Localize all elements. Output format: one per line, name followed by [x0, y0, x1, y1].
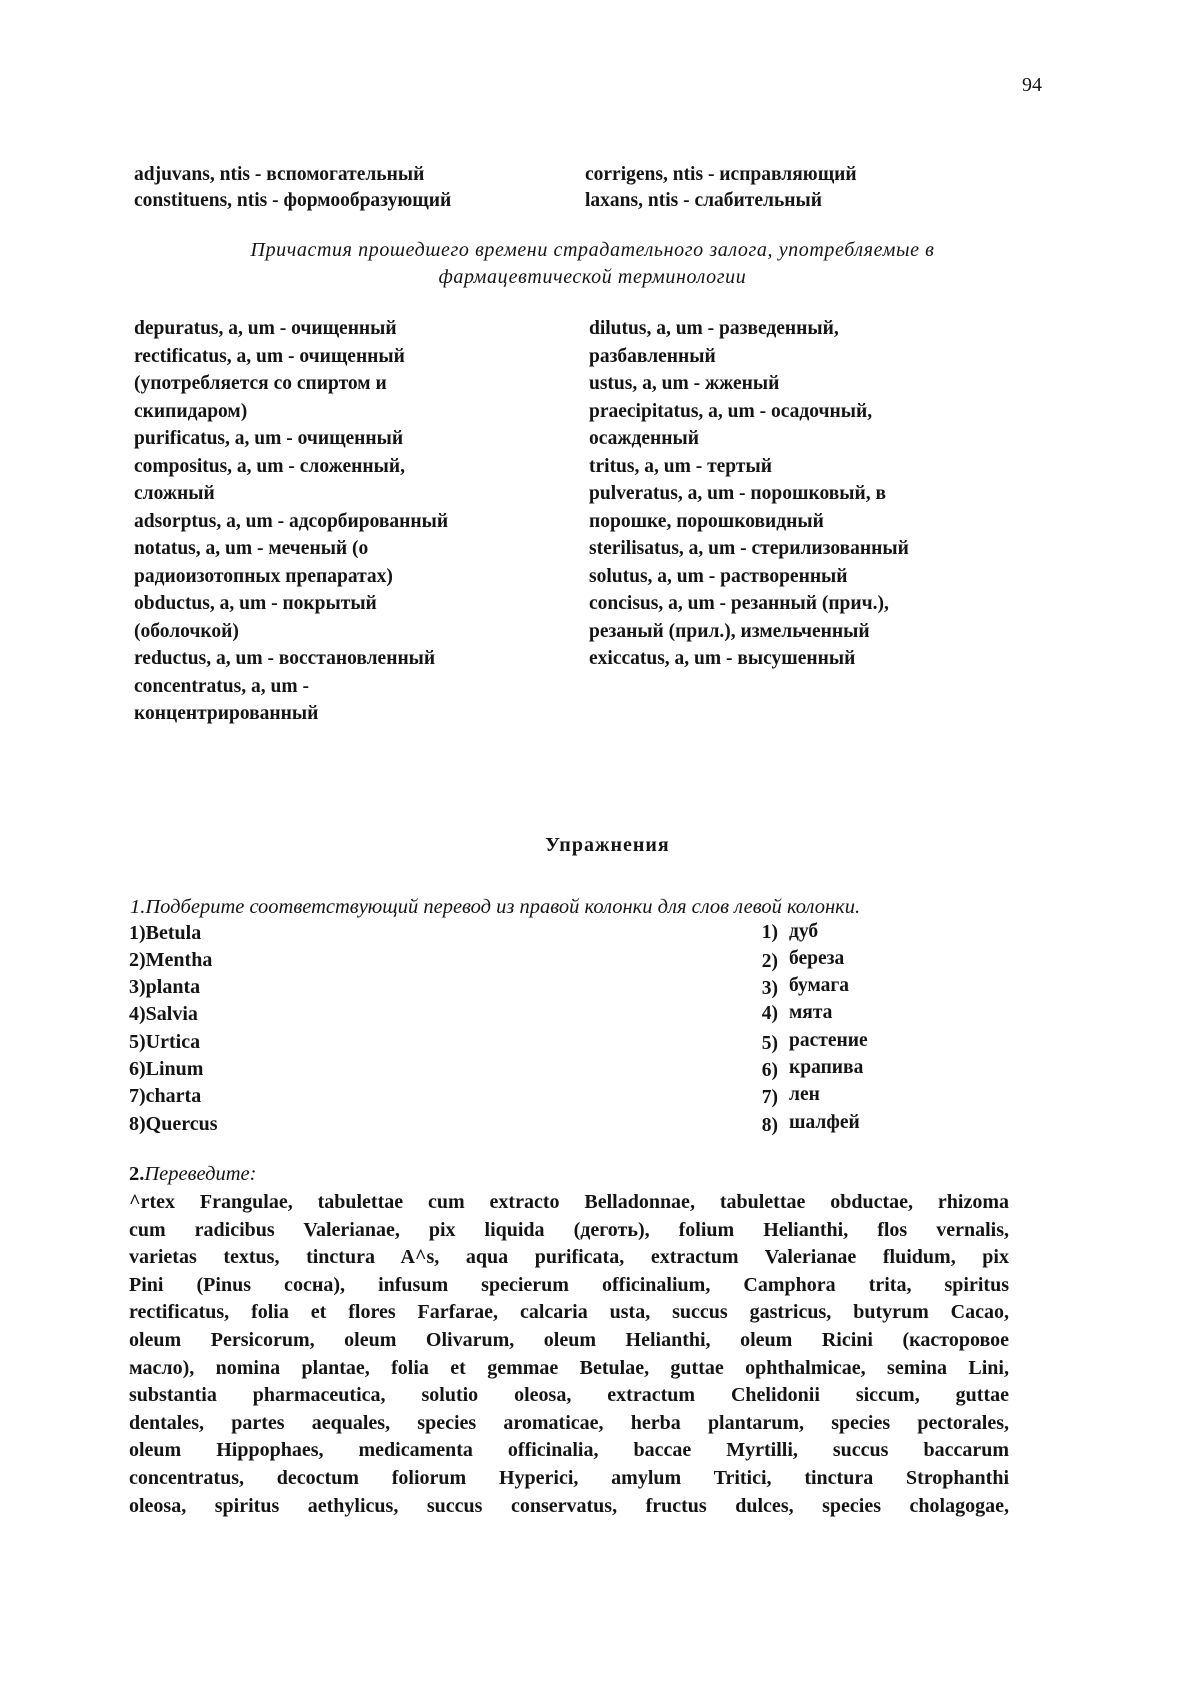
participle-line: радиоизотопных препаратах) [134, 565, 393, 587]
task1-number: 4) [761, 1003, 778, 1024]
task1-russian-item: дуб [789, 921, 819, 942]
task1-latin-item: 7)charta [129, 1085, 202, 1107]
participle-line: tritus, a, um - тертый [589, 455, 772, 477]
task1-russian-item: лен [789, 1084, 820, 1105]
participle-line: порошке, порошковидный [589, 510, 824, 532]
task1-number: 6) [761, 1060, 778, 1081]
task1-russian-item: крапива [789, 1057, 864, 1078]
participles-heading-line1: Причастия прошедшего времени страдательного залога, употребляемые в [250, 239, 935, 261]
participle-line: скипидаром) [134, 400, 248, 422]
task1-number: 5) [761, 1033, 778, 1054]
participle-line: exiccatus, a, um - высушенный [589, 648, 856, 669]
task1-instruction: 1.Подберите соответствующий перевод из правой колонки для слов левой колонки. [130, 896, 861, 918]
participle-line: notatus, a, um - меченый (о [134, 538, 369, 559]
participle-line: (употребляется со спиртом и [134, 373, 387, 394]
term-adjuvans: adjuvans, ntis - вспомогательный [134, 164, 425, 185]
task2-line: масло), nomina plantae, folia et gemmae Betulae, guttae ophthalmicae, semina Lini, [129, 1356, 1009, 1379]
participle-line: depuratus, a, um - очищенный [134, 318, 397, 339]
term-constituens: constituens, ntis - формообразующий [134, 190, 452, 211]
task1-russian-item: шалфей [789, 1112, 860, 1133]
task1-russian-item: мята [789, 1002, 833, 1023]
term-corrigens: corrigens, ntis - исправляющий [585, 164, 857, 185]
task1-latin-item: 1)Betula [129, 922, 202, 944]
participles-heading-line2: фармацевтической терминологии [438, 266, 747, 288]
participle-line: concisus, a, um - резанный (прич.), [589, 593, 889, 614]
task2-line: cum radicibus Valerianae, pix liquida (деготь), folium Helianthi, flos vernalis, [129, 1218, 1009, 1241]
participles-left-column [134, 315, 448, 728]
exercises-heading: Упражнения [545, 834, 670, 856]
task2-line: oleum Persicorum, oleum Olivarum, oleum Helianthi, oleum Ricini (касторовое [129, 1328, 1009, 1351]
participle-line: concentratus, a, um - [134, 675, 309, 697]
task1-russian-item: бумага [789, 975, 850, 996]
task1-number: 7) [761, 1087, 778, 1108]
task1-latin-item: 5)Urtica [129, 1031, 201, 1053]
task2-heading [129, 1163, 256, 1186]
task1-number: 2) [761, 951, 778, 972]
task2-line: dentales, partes aequales, species aromaticae, herba plantarum, species pectorales, [129, 1411, 1009, 1434]
task2-line: oleosa, spiritus aethylicus, succus conservatus, fructus dulces, species cholagogae, [129, 1494, 1009, 1517]
task1-number: 1) [761, 922, 778, 943]
task2-line: Pini (Pinus сосна), infusum specierum officinalium, Camphora trita, spiritus [129, 1273, 1009, 1296]
participle-line: (оболочкой) [134, 620, 239, 642]
task1-russian-item: береза [789, 948, 845, 969]
task1-russian-item: растение [789, 1030, 868, 1051]
task1-latin-item: 4)Salvia [129, 1003, 198, 1025]
task2-line: rectificatus, folia et flores Farfarae, calcaria usta, succus gastricus, butyrum Cacao, [129, 1301, 1009, 1324]
task1-latin-item: 8)Quercus [129, 1113, 218, 1135]
participle-line: rectificatus, a, um - очищенный [134, 345, 405, 367]
participle-line: compositus, a, um - сложенный, [134, 455, 405, 477]
task1-latin-item: 2)Mentha [129, 949, 213, 971]
task2-line: substantia pharmaceutica, solutio oleosa, extractum Chelidonii siccum, guttae [129, 1384, 1009, 1407]
participle-line: ustus, a, um - жженый [589, 373, 780, 394]
task2-line: varietas textus, tinctura A^s, aqua purificata, extractum Valerianae fluidum, pix [129, 1246, 1009, 1269]
participle-line: концентрированный [134, 703, 319, 724]
participle-line: reductus, a, um - восстановленный [134, 648, 436, 669]
task1-number: 3) [761, 978, 778, 999]
task1-number: 8) [761, 1115, 778, 1136]
participle-line: purificatus, a, um - очищенный [134, 428, 404, 449]
participle-line: praecipitatus, a, um - осадочный, [589, 400, 873, 422]
task1-latin-item: 6)Linum [129, 1058, 204, 1080]
term-laxans: laxans, ntis - слабительный [585, 190, 822, 211]
task1-latin-item: 3)planta [129, 976, 201, 998]
participle-line: obductus, a, um - покрытый [134, 593, 377, 614]
task2-number: 2. [129, 1163, 145, 1185]
task2-line: oleum Hippophaes, medicamenta officinalia, baccae Myrtilli, succus baccarum [129, 1439, 1009, 1462]
task2-line: concentratus, decoctum foliorum Hyperici, amylum Tritici, tinctura Strophanthi [129, 1466, 1009, 1489]
participle-line: sterilisatus, a, um - стерилизованный [589, 538, 909, 559]
task2-paragraph [129, 1189, 1009, 1520]
participle-line: pulveratus, a, um - порошковый, в [589, 483, 886, 504]
participles-right-column [589, 315, 909, 673]
page-number: 94 [1022, 74, 1042, 96]
participle-line: solutus, a, um - растворенный [589, 565, 848, 587]
participle-line: осажденный [589, 428, 699, 449]
participle-line: резаный (прил.), измельченный [589, 620, 870, 642]
participle-line: сложный [134, 483, 215, 504]
task2-line: ^rtex Frangulae, tabulettae cum extracto Belladonnae, tabulettae obductae, rhizoma [129, 1191, 1009, 1213]
participle-line: adsorptus, a, um - адсорбированный [134, 510, 449, 532]
participle-line: dilutus, a, um - разведенный, [589, 318, 839, 339]
task2-instruction: Переведите: [144, 1163, 257, 1185]
participle-line: разбавленный [589, 345, 716, 367]
